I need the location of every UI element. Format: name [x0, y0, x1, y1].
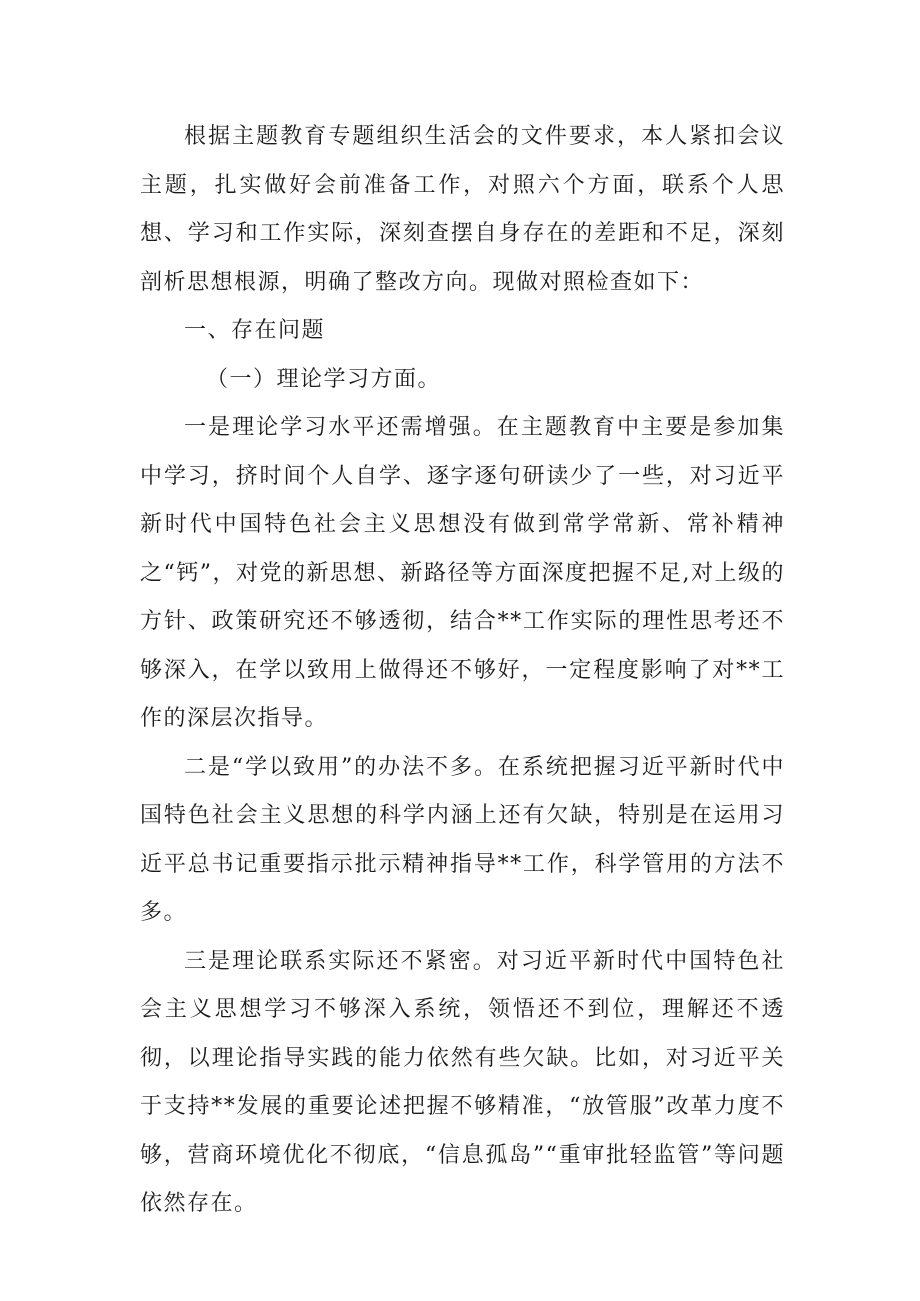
section-heading: 一、存在问题: [184, 318, 326, 343]
body-paragraph: 三是理论联系实际还不紧密。对习近平新时代中国特色社会主义思想学习不够深入系统，领悟还不到位，理解还不透彻，以理论指导实践的能力依然有些欠缺。比如，对习近平关于支持**发展的重要论述把握不够精准，“放管服”改革力度不够，营商环境优化不彻底，“信息孤岛”“重审批轻监管”等问题依然存在。: [140, 948, 785, 1216]
intro-paragraph: 根据主题教育专题组织生活会的文件要求，本人紧扣会议主题，扎实做好会前准备工作，对照六个方面，联系个人思想、学习和工作实际，深刻查摆自身存在的差距和不足，深刻剖析思想根源，明确了整改方向。现做对照检查如下：: [140, 124, 785, 295]
body-paragraph: 二是“学以致用”的办法不多。在系统把握习近平新时代中国特色社会主义思想的科学内涵上还有欠缺，特别是在运用习近平总书记重要指示批示精神指导**工作，科学管用的方法不多。: [140, 754, 785, 925]
subsection-heading: （一）理论学习方面。: [206, 366, 442, 392]
document-body: [140, 113, 785, 1229]
body-paragraph: 一是理论学习水平还需增强。在主题教育中主要是参加集中学习，挤时间个人自学、逐字逐句研读少了一些，对习近平新时代中国特色社会主义思想没有做到常学常新、常补精神之“钙”，对党的新思想、新路径等方面深度把握不足,对上级的方针、政策研究还不够透彻，结合**工作实际的理性思考还不够深入，在学以致用上做得还不够好，一定程度影响了对**工作的深层次指导。: [140, 415, 785, 731]
